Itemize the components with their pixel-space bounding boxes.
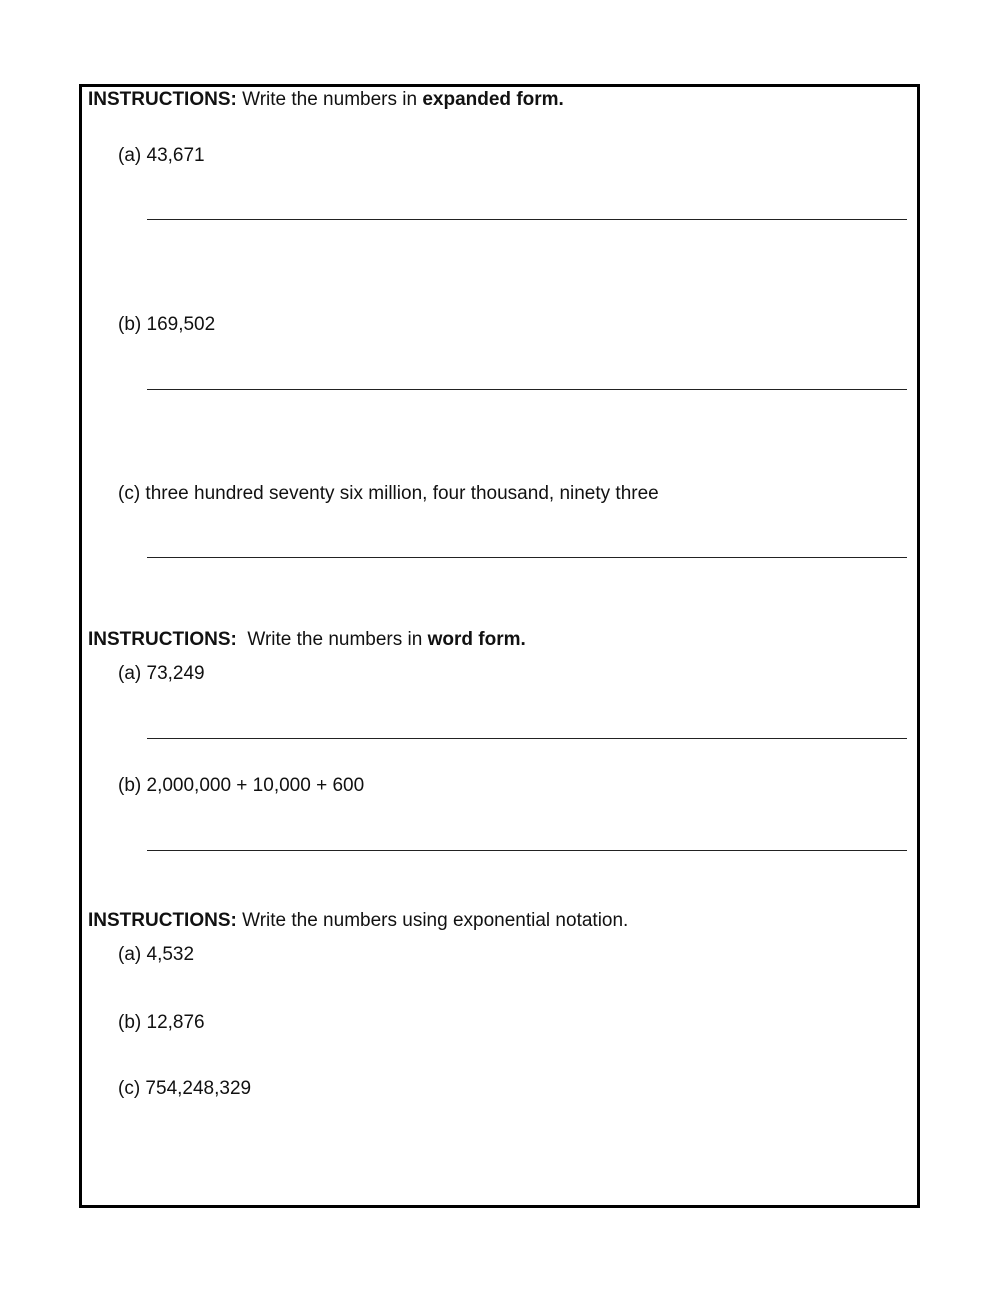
answer-line-1b[interactable] [147,389,907,390]
question-3b: (b) 12,876 [118,1012,205,1033]
question-2b: (b) 2,000,000 + 10,000 + 600 [118,775,365,796]
section3-text: Write the numbers using exponential notation. [236,910,629,931]
section1-label: INSTRUCTIONS: [88,89,237,110]
answer-line-1a[interactable] [147,219,907,220]
section3-instructions [88,910,628,932]
answer-line-2b[interactable] [147,850,907,851]
answer-line-2a[interactable] [147,738,907,739]
section1-emphasis: expanded form. [422,89,564,110]
section3-label: INSTRUCTIONS: [88,910,237,931]
question-1b: (b) 169,502 [118,314,216,335]
section1-instructions [88,89,564,111]
question-3a: (a) 4,532 [118,944,195,965]
section2-emphasis: word form. [427,629,526,650]
section2-label: INSTRUCTIONS: [88,629,237,650]
question-3c: (c) 754,248,329 [118,1078,252,1099]
answer-line-1c[interactable] [147,557,907,558]
question-1a: (a) 43,671 [118,145,205,166]
section2-text: Write the numbers in [236,629,428,650]
question-1c: (c) three hundred seventy six million, four thousand, ninety three [118,483,659,504]
question-2a: (a) 73,249 [118,663,205,684]
section1-text: Write the numbers in [236,89,423,110]
section2-instructions [88,629,526,651]
